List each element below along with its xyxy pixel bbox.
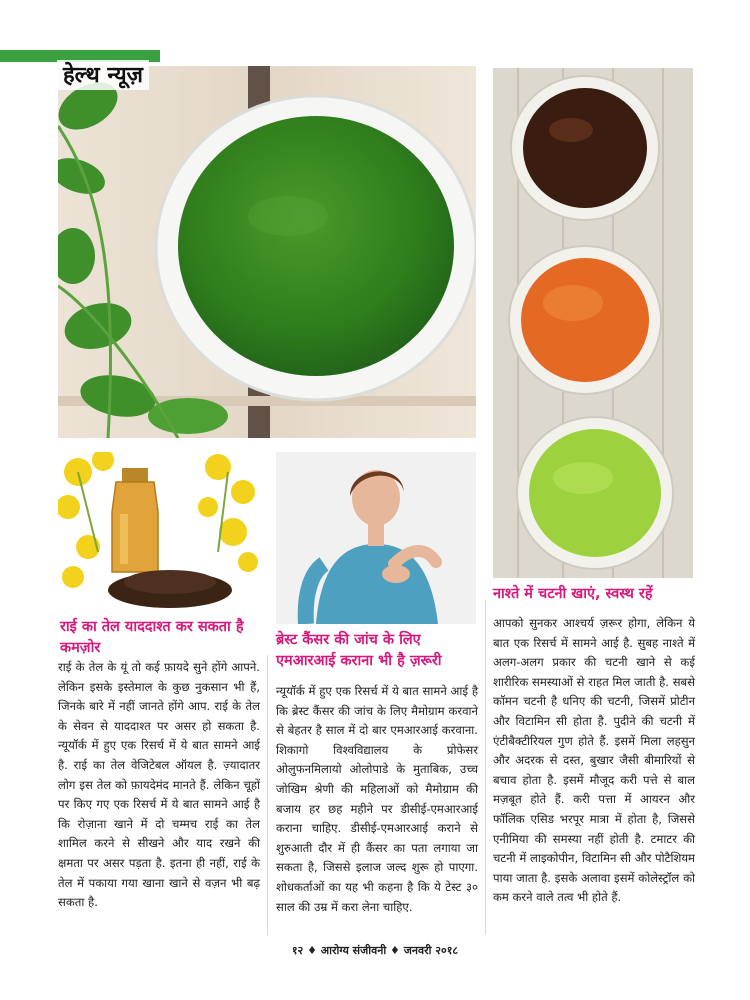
column-divider-1 [267, 655, 268, 935]
mustard-oil-photo [58, 452, 258, 610]
article-breast-cancer-body: न्यूयॉर्क में हुए एक रिसर्च में ये बात सामने आई है कि ब्रेस्ट कैंसर की जांच के लिए मैमोग्राम करवाने से बेहतर है साल में दो बार एमआरआई करवाना. शिकागो विश्वविद्यालय के प्रोफेसर ओलुफनमिलायो ओलोपाडे के मुताबिक, उच्च जोखिम श्रेणी की महिलाओं को मैमोग्राम की बजाय हर छह महीने पर डीसीई-एमआरआई कराना चाहिए. डीसीई-एमआरआई कराने से शुरुआती दौर में ही कैंसर का पता लगाया जा सकता है, जिससे इलाज जल्द शुरू हो पाएगा. शोधकर्ताओं का यह भी कहना है कि ये टेस्ट ३० साल की उम्र में करा लेना चाहिए. [276, 684, 478, 914]
headline-mustard-oil: राई का तेल याददाश्त कर सकता है कमज़ोर [60, 619, 244, 656]
headline-chutney: नाश्ते में चटनी खाएं, स्वस्थ रहें [493, 586, 653, 602]
three-chutney-bowls-photo [493, 68, 693, 578]
article-mustard-oil-body: राई के तेल के यूं तो कई फ़ायदे सुने होंगे आपने. लेकिन इसके इस्तेमाल के कुछ नुकसान भी हैं, जिनके बारे में नहीं जानते होंगे आप. राई के तेल के सेवन से याददाश्त पर असर हो सकता है. न्यूयॉर्क में हुए एक रिसर्च में ये बात सामने आई है. राई का तेल वेजिटेबल ऑयल है. ज़्यादातर लोग इस तेल को फ़ायदेमंद मानते हैं. लेकिन चूहों पर किए गए एक रिसर्च में ये बात सामने आई है कि रोज़ाना खाने में दो चम्मच राई का तेल शामिल करने से सीखने और याद रखने की क्षमता पर असर पड़ता है. इतना ही नहीं, राई के तेल में पकाया गया खाना खाने से वज़न भी बढ़ सकता है. [58, 660, 260, 910]
page-footer: १२ ♦ आरोग्य संजीवनी ♦ जनवरी २०१८ [291, 944, 459, 957]
section-header [0, 50, 160, 90]
green-chutney-photo [58, 66, 476, 438]
column-divider-2 [485, 600, 486, 935]
section-title: हेल्थ न्यूज़ [57, 60, 149, 90]
article-chutney-body: आपको सुनकर आश्चर्य ज़रूर होगा, लेकिन ये बात एक रिसर्च में सामने आई है. सुबह नाश्ते में अलग-अलग प्रकार की चटनी खाने से कई शारीरिक समस्याओं से राहत मिल जाती है. सबसे कॉमन चटनी है धनिए की चटनी, जिसमें प्रोटीन और विटामिन सी होता है. पुदीने की चटनी में एंटीबैक्टीरियल गुण होते हैं. इसमें मिला लहसुन और अदरक से दस्त, बुखार जैसी बीमारियों से बचाव होता है. इसमें मौजूद करी पत्ते से बाल मज़बूत होते हैं. करी पत्ता में आयरन और फॉलिक एसिड भरपूर मात्रा में होता है, जिससे एनीमिया की समस्या नहीं होती है. टमाटर की चटनी में लाइकोपीन, विटामिन सी और पोटैशियम पाया जाता है. इसके अलावा इसमें कोलेस्ट्रॉल को कम करने वाले तत्व भी होते हैं. [493, 616, 695, 905]
woman-self-exam-photo [276, 452, 476, 624]
headline-breast-cancer: ब्रेस्ट कैंसर की जांच के लिए एमआरआई कराना भी है ज़रूरी [276, 632, 442, 669]
